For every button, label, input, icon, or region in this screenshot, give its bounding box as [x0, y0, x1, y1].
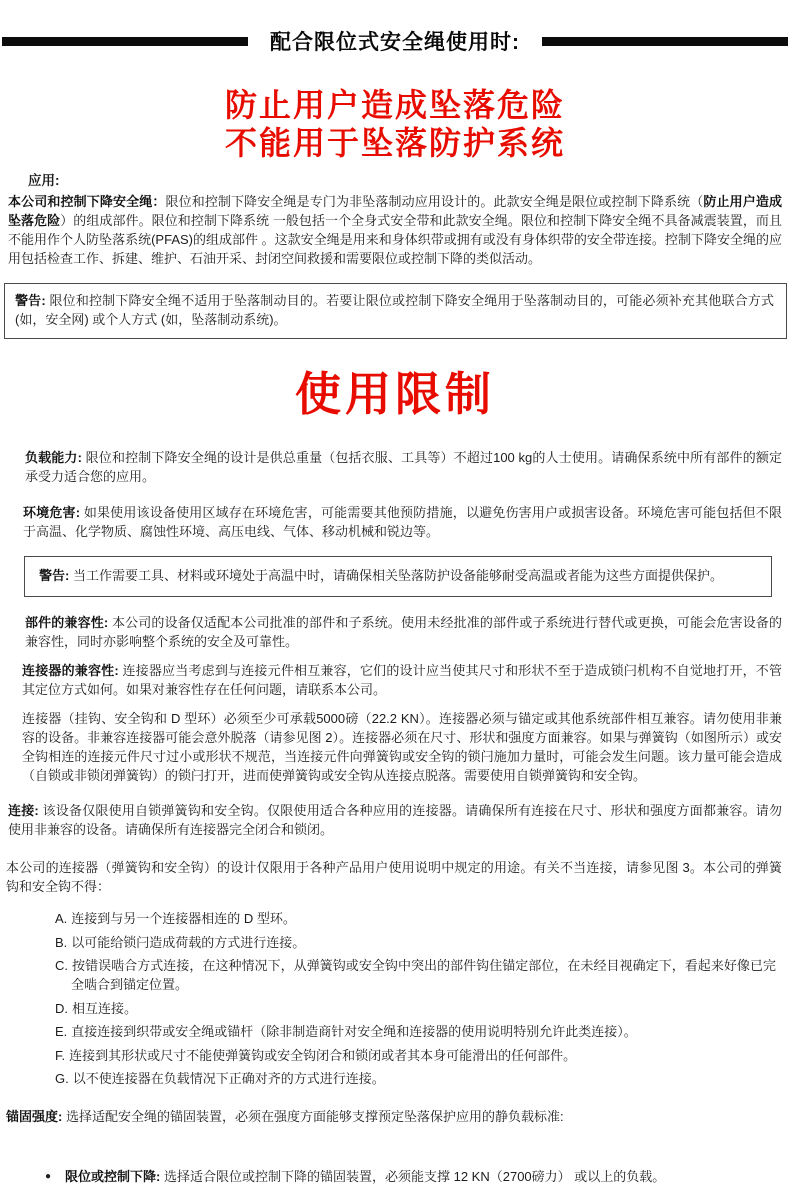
- red-alert-line2: 不能用于坠落防护系统: [224, 125, 565, 161]
- application-bold-inline: 防止用户造成坠落危险: [8, 194, 782, 228]
- warning2-label: 警告:: [39, 568, 70, 583]
- application-paragraph: [0, 192, 790, 268]
- list-item-text: 连接到与另一个连接器相连的 D 型环。: [71, 911, 296, 926]
- list-item: [55, 933, 790, 952]
- warning1-label: 警告:: [15, 293, 46, 308]
- connectors-strength-paragraph: 连接器（挂钩、安全钩和 D 型环）必须至少可承载5000磅（22.2 KN）。连接器必须与锚定或其他系统部件相互兼容。请勿使用非兼容的设备。非兼容连接器可能会意外脱落（请参见图 2）。连接器必须在尺寸、形状和强度方面兼容。如果与弹簧钩（如图所示）或安全钩相连的连接元件尺寸过小或形状不规范，当连接元件向弹簧钩或安全钩的锁闩施加力量时，可能会发生问题。该力量可能会造成（自锁或非锁闭弹簧钩）的锁闩打开，进而使弹簧钩或安全钩从连接点脱落。需要使用自锁弹簧钩和安全钩。: [22, 711, 782, 783]
- environment-hazard-paragraph: [0, 503, 790, 541]
- anchorage-bullet-text: 选择适合限位或控制下降的锚固装置，必须能支撑 12 KN（2700磅力） 或以上的负载。: [160, 1169, 666, 1184]
- warning2-text: 当工作需要工具、材料或环境处于高温中时，请确保相关坠落防护设备能够耐受高温或者能为这些方面提供保护。: [69, 568, 723, 583]
- list-item: [55, 1046, 790, 1065]
- list-item: [55, 909, 790, 928]
- list-item-key: B.: [55, 934, 68, 950]
- application-heading: 应用:: [28, 173, 60, 188]
- list-item-key: E.: [55, 1024, 68, 1039]
- component-compatibility-text: 本公司的设备仅适配本公司批准的部件和子系统。使用未经批准的部件或子系统进行替代或更换，可能会危害设备的兼容性，同时亦影响整个系统的安全及可靠性。: [25, 615, 782, 649]
- list-item-text: 按错误啮合方式连接，在这种情况下，从弹簧钩或安全钩中突出的部件钩住锚定部位，在未经目视确定下，看起来好像已完全啮合到锚定位置。: [71, 958, 776, 992]
- environment-hazard-text: 如果使用该设备使用区域存在环境危害，可能需要其他预防措施，以避免伤害用户或损害设备。环境危害可能包括但不限于高温、化学物质、腐蚀性环境、高压电线、气体、移动机械和锐边等。: [23, 505, 782, 539]
- manual-page: [0, 26, 790, 1184]
- environment-hazard-label: 环境危害:: [23, 505, 81, 520]
- connector-compatibility-paragraph: [0, 661, 790, 699]
- load-capacity-label: 负载能力:: [25, 450, 82, 465]
- header-rule-right: [542, 37, 788, 46]
- list-item-text: 相互连接。: [72, 1000, 138, 1016]
- connection-paragraph: [0, 801, 790, 839]
- list-item-key: C.: [55, 958, 68, 973]
- warning1-text: 限位和控制下降安全绳不适用于坠落制动目的。若要让限位或控制下降安全绳用于坠落制动目的，可能必须补充其他联合方式 (如，安全网) 或个人方式 (如，坠落制动系统)。: [15, 293, 774, 327]
- list-item-text: 以不使连接器在负载情况下正确对齐的方式进行连接。: [72, 1071, 385, 1086]
- list-item: [55, 1022, 790, 1041]
- anchorage-strength-text: 选择适配安全绳的锚固装置，必须在强度方面能够支撑预定坠落保护应用的静负载标准:: [62, 1109, 564, 1124]
- list-item: [55, 956, 790, 994]
- load-capacity-text: 限位和控制下降安全绳的设计是供总重量（包括衣服、工具等）不超过100 kg的人士使用。请确保系统中所有部件的额定承受力适合您的应用。: [25, 450, 782, 484]
- connector-compatibility-label: 连接器的兼容性:: [22, 663, 119, 678]
- application-text-1: 限位和控制下降安全绳是专门为非坠落制动应用设计的。此款安全绳是限位或控制下降系统（: [165, 194, 704, 209]
- list-item-text: 以可能给锁闩造成荷载的方式进行连接。: [71, 934, 306, 950]
- list-item-key: A.: [55, 911, 68, 926]
- warning-box-1: [4, 283, 787, 339]
- connector-compatibility-text: 连接器应当考虑到与连接元件相互兼容，它们的设计应当使其尺寸和形状不至于造成锁闩机构不自觉地打开，不管其定位方式如何。如果对兼容性存在任何问题，请联系本公司。: [22, 663, 782, 697]
- connection-label: 连接:: [8, 803, 39, 818]
- list-item-text: 连接到其形状或尺寸不能使弹簧钩或安全钩闭合和锁闭或者其本身可能滑出的任何部件。: [69, 1047, 577, 1063]
- red-alert-line1: 防止用户造成坠落危险: [224, 87, 565, 123]
- application-label: 本公司和控制下降安全绳：: [8, 194, 166, 209]
- warning-box-2: [24, 556, 772, 597]
- application-text-2: ）的组成部件。限位和控制下降系统 一般包括一个全身式安全带和此款安全绳。限位和控制下降安全绳不具备减震装置，而且不能用作个人防坠落系统(PFAS)的组成部件 。这款安全绳是用来和身体织带或拥有或没有身体织带的安全带连接。控制下降安全绳的应用包括检查工作、拆建、维护、石油开采、封闭空间救援和需要限位或控制下降的类似活动。: [8, 213, 782, 266]
- list-item-key: G.: [55, 1071, 69, 1086]
- component-compatibility-paragraph: [0, 613, 790, 651]
- list-item-key: D.: [55, 1000, 68, 1016]
- section-header: [0, 26, 790, 56]
- anchorage-strength-paragraph: [0, 1107, 790, 1126]
- improper-connection-list: [0, 909, 790, 1088]
- anchorage-strength-label: 锚固强度:: [6, 1109, 63, 1124]
- anchorage-bullet-row: [0, 1167, 790, 1186]
- header-title: 配合限位式安全绳使用时:: [270, 31, 520, 54]
- header-rule-left: [2, 37, 248, 46]
- anchorage-bullet-content: [65, 1167, 665, 1186]
- bullet-icon: ●: [45, 1171, 52, 1182]
- improper-connection-intro: 本公司的连接器（弹簧钩和安全钩）的设计仅限用于各种产品用户使用说明中规定的用途。有关不当连接，请参见图 3。本公司的弹簧钩和安全钩不得：: [6, 860, 782, 894]
- load-capacity-paragraph: [0, 448, 790, 486]
- list-item-text: 直接连接到织带或安全绳或锚杆（除非制造商针对安全绳和连接器的使用说明特别允许此类连接）。: [71, 1024, 637, 1039]
- red-alert: [0, 86, 790, 162]
- usage-limits-title: 使用限制: [295, 368, 495, 420]
- anchorage-bullet-label: 限位或控制下降:: [65, 1169, 161, 1184]
- list-item: [55, 999, 790, 1018]
- component-compatibility-label: 部件的兼容性:: [25, 615, 109, 630]
- connection-text: 该设备仅限使用自锁弹簧钩和安全钩。仅限使用适合各种应用的连接器。请确保所有连接在尺寸、形状和强度方面都兼容。请勿使用非兼容的设备。请确保所有连接器完全闭合和锁闭。: [8, 803, 782, 837]
- list-item: [55, 1069, 790, 1088]
- list-item-key: F.: [55, 1047, 66, 1063]
